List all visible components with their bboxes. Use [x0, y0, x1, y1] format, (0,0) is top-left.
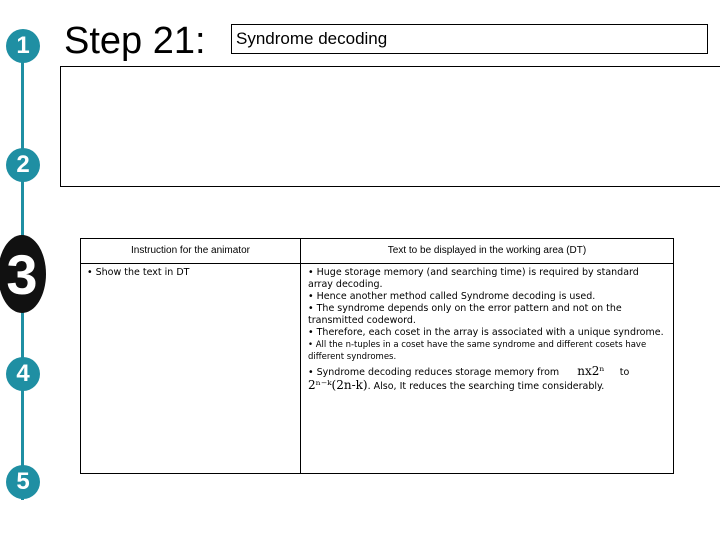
list-item: • Therefore, each coset in the array is associated with a unique syndrome.: [308, 327, 664, 338]
step-marker-4[interactable]: [6, 357, 40, 391]
working-area: [60, 66, 720, 187]
display-text-cell: [308, 267, 664, 393]
formula: (2n-k): [331, 378, 368, 392]
bullet-text: . Also, It reduces the searching time considerably.: [367, 381, 605, 392]
step-number: 4: [16, 360, 30, 387]
step-marker-1[interactable]: [6, 29, 40, 63]
step-marker-3-active[interactable]: [0, 235, 46, 313]
step-marker-5[interactable]: [6, 465, 40, 499]
animator-instruction: • Show the text in DT: [87, 267, 190, 278]
step-topic: Syndrome decoding: [236, 29, 388, 48]
step-marker-2[interactable]: [6, 148, 40, 182]
list-item: • Hence another method called Syndrome decoding is used.: [308, 291, 596, 302]
step-number: 5: [16, 468, 30, 495]
formula: 2ⁿ⁻ᵏ: [308, 378, 332, 392]
title-box: [231, 24, 708, 54]
animator-column-header: Instruction for the animator: [131, 245, 250, 256]
list-item: • All the n-tuples in a coset have the same syndrome and different cosets have different syndromes.: [308, 340, 647, 362]
display-text-column-header: Text to be displayed in the working area (DT): [387, 245, 587, 256]
step-number: 3: [6, 242, 38, 306]
formula: nx2ⁿ: [577, 364, 605, 378]
column-divider: [300, 239, 301, 473]
step-title: Step 21:: [64, 20, 206, 62]
bullet-text: • Syndrome decoding reduces storage memory from: [308, 367, 560, 378]
bullet-text: to: [619, 367, 630, 378]
header-divider: [81, 263, 673, 264]
list-item: [308, 365, 664, 393]
step-number: 2: [16, 151, 30, 178]
step-number: 1: [16, 32, 30, 59]
instruction-table: [80, 238, 674, 474]
list-item: • The syndrome depends only on the error pattern and not on the transmitted codeword.: [308, 303, 622, 326]
list-item: • Huge storage memory (and searching time) is required by standard array decoding.: [308, 267, 639, 290]
